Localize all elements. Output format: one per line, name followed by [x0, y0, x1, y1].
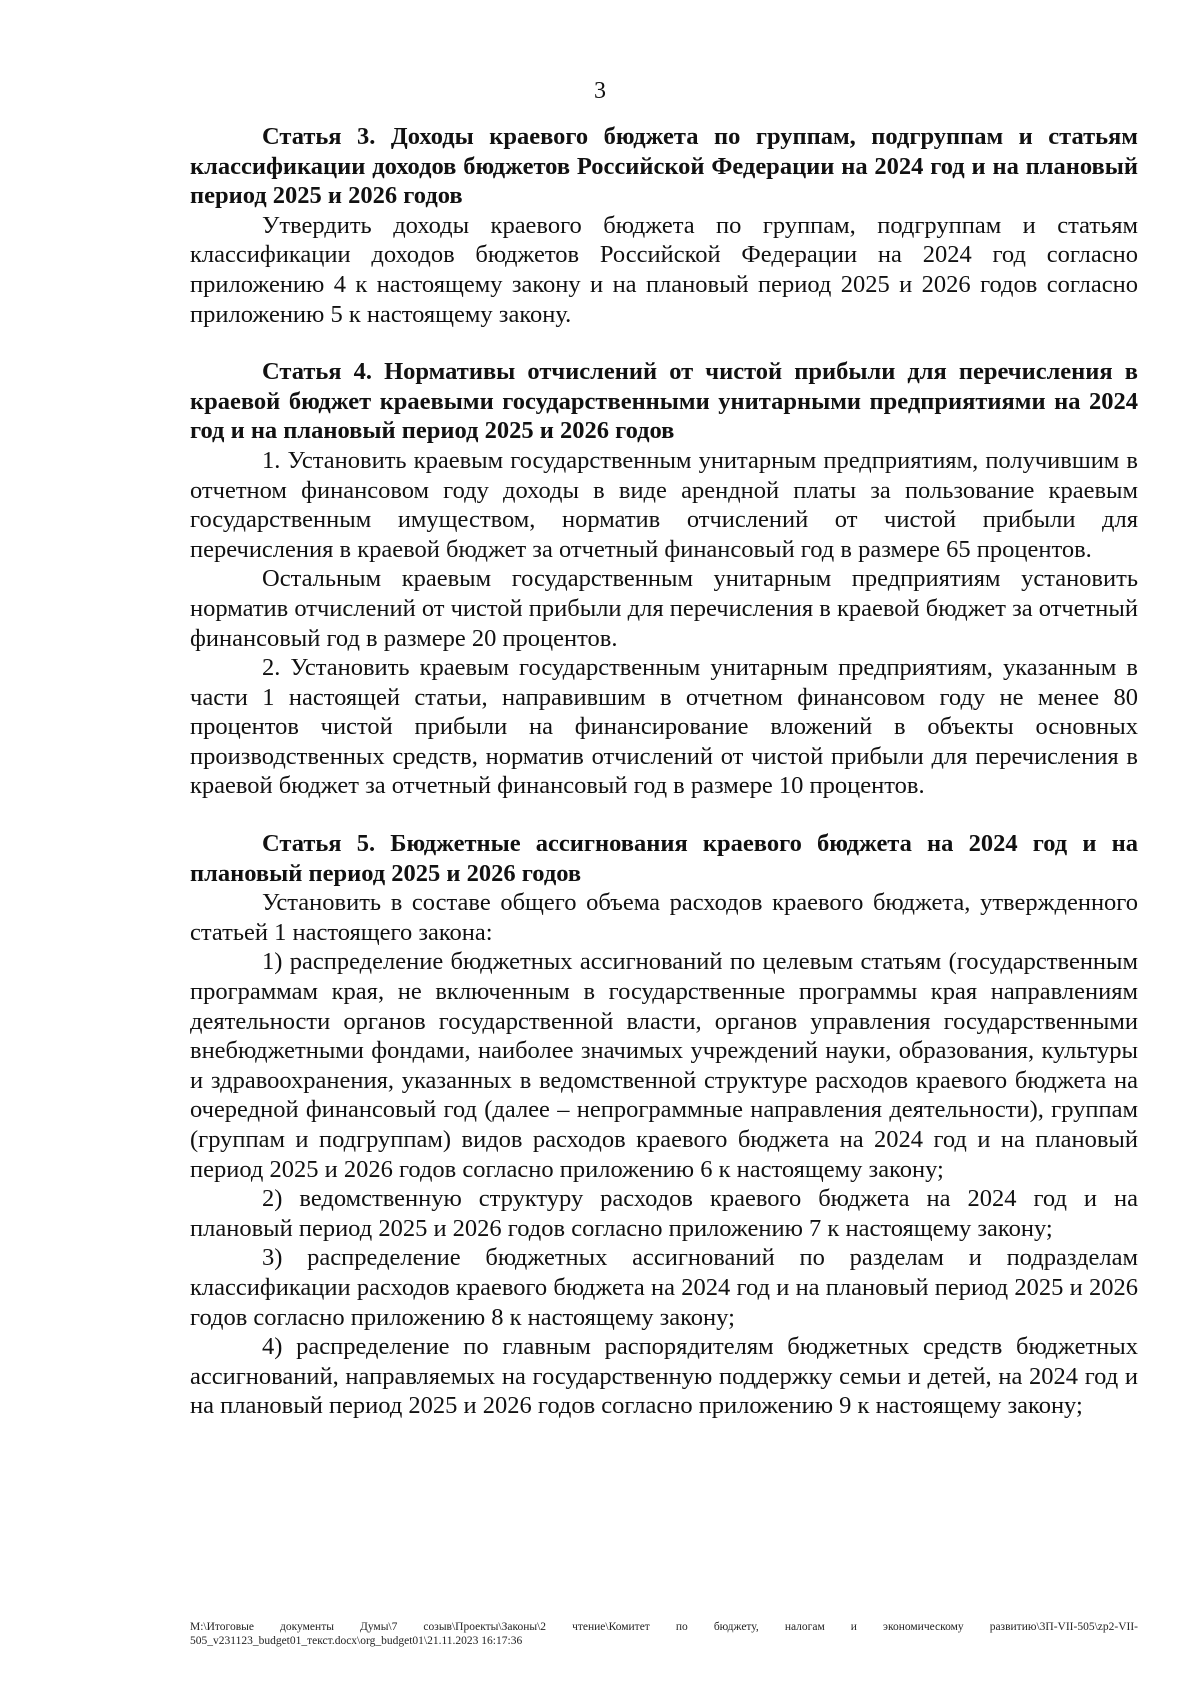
article-5-paragraph: 3) распределение бюджетных ассигнований по разделам и подразделам классификации расходов краевого бюджета на 2024 год и на плановый период 2025 и 2026 годов согласно приложению 8 к настоящему закону;	[190, 1244, 1138, 1331]
article-3-title: Статья 3. Доходы краевого бюджета по группам, подгруппам и статьям классификации доходов бюджетов Российской Федерации на 2024 год и на плановый период 2025 и 2026 годов	[190, 123, 1138, 210]
document-body	[190, 122, 1138, 1421]
article-5	[190, 829, 1138, 1421]
article-4	[190, 357, 1138, 801]
article-4-paragraph: 2. Установить краевым государственным унитарным предприятиям, указанным в части 1 настоящей статьи, направившим в отчетном финансовом году не менее 80 процентов чистой прибыли на финансирование вложений в объекты основных производственных средств, норматив отчислений от чистой прибыли для перечисления в краевой бюджет за отчетный финансовый год в размере 10 процентов.	[190, 654, 1138, 800]
article-4-paragraph: Остальным краевым государственным унитарным предприятиям установить норматив отчислений от чистой прибыли для перечисления в краевой бюджет за отчетный финансовый год в размере 20 процентов.	[190, 565, 1138, 652]
article-3	[190, 122, 1138, 329]
footer-file-path: M:\Итоговые документы Думы\7 созыв\Проекты\Законы\2 чтение\Комитет по бюджету, налогам и экономическому развитию\3П-VII-505\zp2-VII-505_v231123_budget01_текст.docx\org_budget01\21.11.2023 16:17:36	[190, 1621, 1138, 1647]
article-5-paragraph: 4) распределение по главным распорядителям бюджетных средств бюджетных ассигнований, направляемых на государственную поддержку семьи и детей, на 2024 год и на плановый период 2025 и 2026 годов согласно приложению 9 к настоящему закону;	[190, 1333, 1138, 1420]
article-3-paragraph: Утвердить доходы краевого бюджета по группам, подгруппам и статьям классификации доходов бюджетов Российской Федерации на 2024 год согласно приложению 4 к настоящему закону и на плановый период 2025 и 2026 годов согласно приложению 5 к настоящему закону.	[190, 211, 1138, 328]
article-5-title: Статья 5. Бюджетные ассигнования краевого бюджета на 2024 год и на плановый период 2025 и 2026 годов	[190, 830, 1138, 887]
page-number: 3	[594, 78, 606, 104]
article-5-paragraph: Установить в составе общего объема расходов краевого бюджета, утвержденного статьей 1 настоящего закона:	[190, 889, 1138, 946]
article-5-paragraph: 2) ведомственную структуру расходов краевого бюджета на 2024 год и на плановый период 2025 и 2026 годов согласно приложению 7 к настоящему закону;	[190, 1185, 1138, 1242]
article-4-paragraph: 1. Установить краевым государственным унитарным предприятиям, получившим в отчетном финансовом году доходы в виде арендной платы за пользование краевым государственным имуществом, норматив отчислений от чистой прибыли для перечисления в краевой бюджет за отчетный финансовый год в размере 65 процентов.	[190, 446, 1138, 563]
article-5-paragraph: 1) распределение бюджетных ассигнований по целевым статьям (государственным программам края, не включенным в государственные программы края направлениям деятельности органов государственной власти, органов управления государственными внебюджетными фондами, наиболее значимых учреждений науки, образования, культуры и здравоохранения, указанных в ведомственной структуре расходов краевого бюджета на очередной финансовый год (далее – непрограммные направления деятельности), группам (группам и подгруппам) видов расходов краевого бюджета на 2024 год и на плановый период 2025 и 2026 годов согласно приложению 6 к настоящему закону;	[190, 948, 1138, 1183]
article-4-title: Статья 4. Нормативы отчислений от чистой прибыли для перечисления в краевой бюджет краевыми государственными унитарными предприятиями на 2024 год и на плановый период 2025 и 2026 годов	[190, 358, 1138, 445]
